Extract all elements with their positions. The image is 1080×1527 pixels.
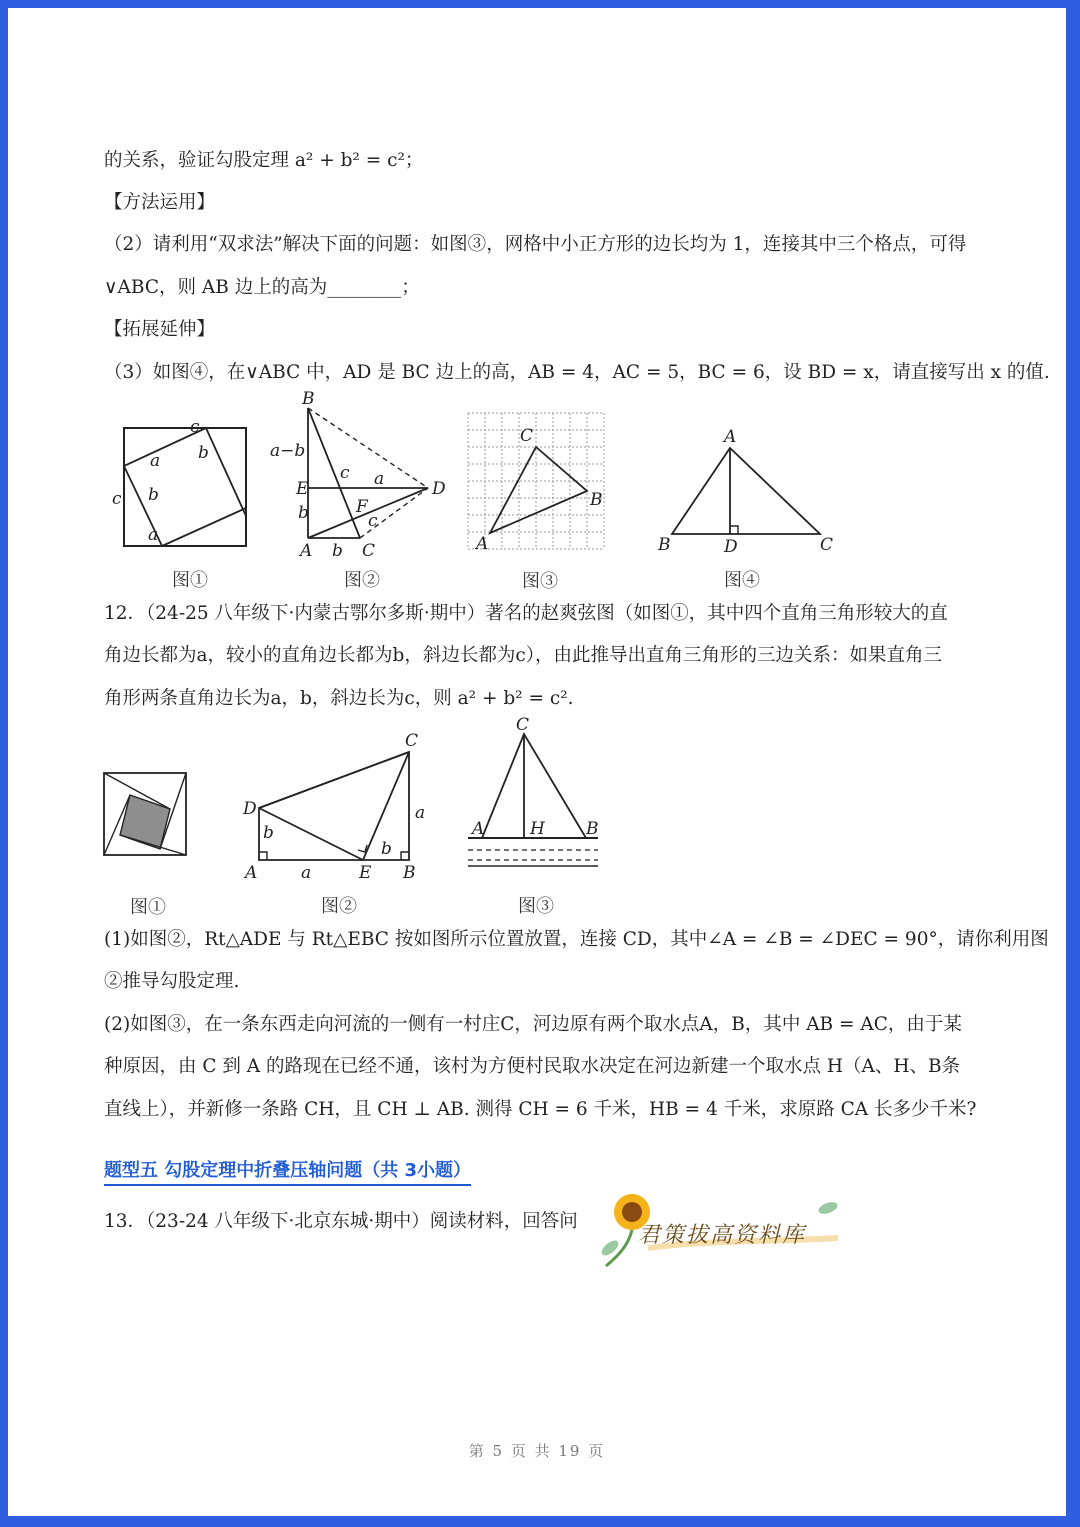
- label: a−b: [270, 441, 306, 461]
- label: C: [820, 535, 834, 555]
- label: c: [190, 417, 200, 437]
- text-line: ②推导勾股定理.: [104, 971, 240, 992]
- caption: 图③: [522, 571, 558, 592]
- caption: 图①: [130, 897, 166, 918]
- problem-12-part-1: (1)如图②，Rt△ADE 与 Rt△EBC 按如图所示位置放置，连接 CD，其中∠A = ∠B = ∠DEC = 90°，请你利用图: [104, 929, 1049, 950]
- text-line: ∨ABC，则 AB 边上的高为________；: [104, 277, 420, 298]
- label: c: [340, 463, 350, 483]
- label: F: [356, 497, 368, 517]
- label: a: [150, 451, 161, 471]
- grid-figure-3: [468, 413, 618, 592]
- label: b: [148, 485, 159, 505]
- label: A: [300, 541, 313, 561]
- label: b: [263, 823, 274, 843]
- zhaoshuang-small-figure: [104, 773, 194, 923]
- label: a: [415, 803, 426, 823]
- label: E: [359, 863, 372, 883]
- caption: 图②: [321, 896, 357, 917]
- problem-12-stem: 12．（24-25 八年级下·内蒙古鄂尔多斯·期中）著名的赵爽弦图（如图①，其中四个直角三角形较大的直: [104, 603, 948, 624]
- label: b: [298, 503, 309, 523]
- label: B: [590, 490, 603, 510]
- section-label-method: 【方法运用】: [104, 192, 216, 213]
- watermark-text: 君策拔高资料库: [638, 1223, 807, 1248]
- label: B: [403, 863, 416, 883]
- label: C: [520, 426, 534, 446]
- label: A: [476, 534, 489, 554]
- label: C: [362, 541, 376, 561]
- problem-13-stem: 13．（23-24 八年级下·北京东城·期中）阅读材料，回答问: [104, 1211, 578, 1232]
- trapezoid-figure-2: [270, 389, 460, 591]
- text-line: （3）如图④，在∨ABC 中，AD 是 BC 边上的高，AB = 4，AC = 5，BC = 6，设 BD = x，请直接写出 x 的值.: [104, 362, 1050, 383]
- page-footer: 第 5 页 共 19 页: [468, 1442, 606, 1460]
- text-line: 种原因，由 C 到 A 的路现在已经不通，该村为方便村民取水决定在河边新建一个取水点 H（A、H、B条: [104, 1056, 961, 1077]
- river-figure: [468, 715, 618, 918]
- label: C: [405, 731, 419, 751]
- label: b: [332, 541, 343, 561]
- text-line: 角边长都为a，较小的直角边长都为b，斜边长都为c），由此推导出直角三角形的三边关系：如果直角三: [104, 645, 942, 666]
- section-label-extension: 【拓展延伸】: [104, 319, 216, 340]
- label: E: [296, 479, 309, 499]
- label: b: [381, 839, 392, 859]
- label: A: [472, 819, 485, 839]
- label: b: [198, 443, 209, 463]
- label: C: [516, 715, 530, 735]
- label: B: [658, 535, 671, 555]
- label: H: [530, 819, 545, 839]
- problem-12-part-2: (2)如图③，在一条东西走向河流的一侧有一村庄C，河边原有两个取水点A，B，其中 AB = AC，由于某: [104, 1014, 962, 1035]
- triangle-figure-4: [658, 427, 848, 591]
- section-title: 题型五 勾股定理中折叠压轴问题（共 3小题）: [104, 1156, 471, 1186]
- trapezoid-proof-figure: [233, 726, 433, 926]
- page: [8, 8, 1066, 1516]
- label: D: [432, 479, 446, 499]
- text-line: 的关系，验证勾股定理 a² + b² = c²；: [104, 150, 424, 171]
- label: c: [112, 489, 122, 509]
- label: A: [245, 863, 258, 883]
- caption: 图④: [724, 570, 760, 591]
- text-line: 角形两条直角边长为a，b，斜边长为c，则 a² + b² = c².: [104, 688, 574, 709]
- text-line: 直线上），并新修一条路 CH，且 CH ⊥ AB. 测得 CH = 6 千米，HB = 4 千米，求原路 CA 长多少千米?: [104, 1099, 977, 1120]
- label: c: [368, 511, 378, 531]
- label: D: [243, 799, 257, 819]
- label: A: [724, 427, 737, 447]
- label: a: [301, 863, 312, 883]
- caption: 图②: [344, 570, 380, 591]
- zhaoshuang-figure-1: [112, 417, 263, 591]
- caption: 图①: [172, 570, 208, 591]
- label: B: [586, 819, 599, 839]
- label: a: [148, 525, 159, 545]
- label: D: [724, 537, 738, 557]
- caption: 图③: [518, 896, 554, 917]
- label: a: [374, 469, 385, 489]
- text-line: （2）请利用“双求法”解决下面的问题：如图③，网格中小正方形的边长均为 1，连接其中三个格点，可得: [104, 234, 967, 255]
- label: B: [302, 389, 315, 409]
